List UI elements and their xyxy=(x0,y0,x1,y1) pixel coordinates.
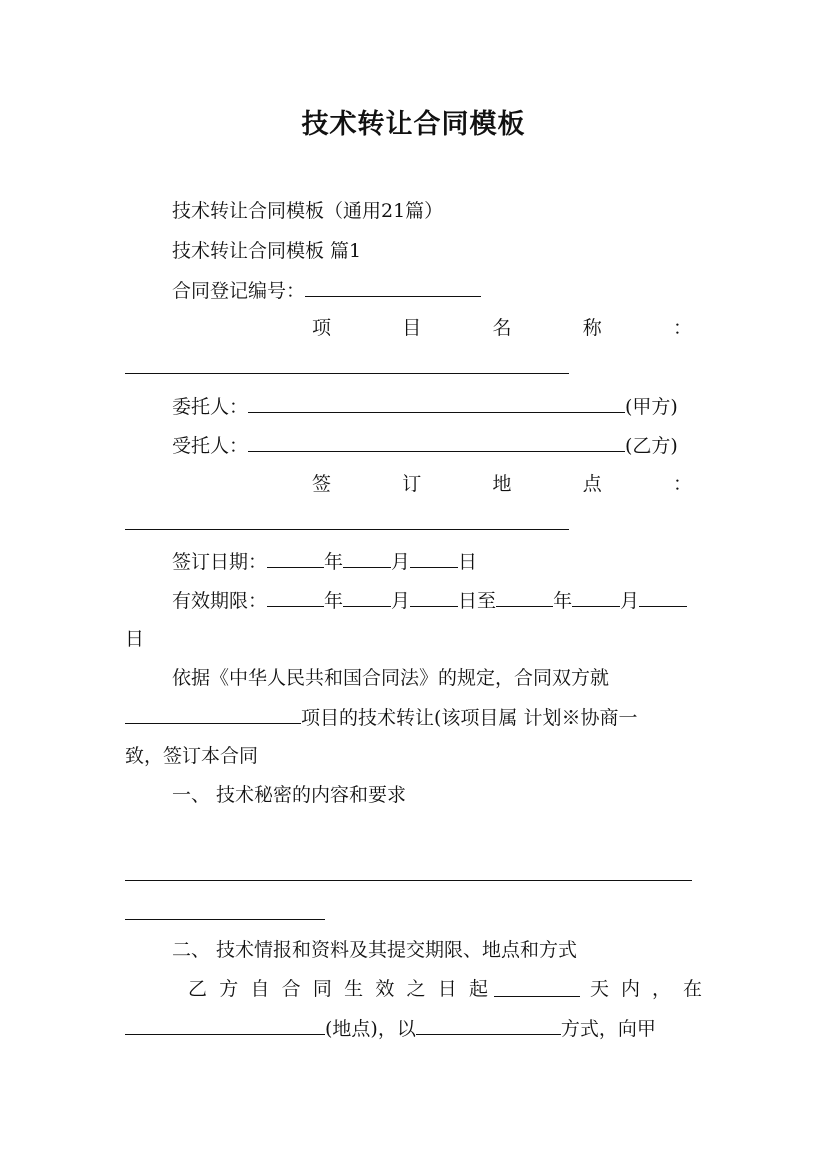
project-name-label: 项 目 名 称 ： xyxy=(312,317,692,339)
project-blank[interactable] xyxy=(125,705,301,724)
client-suffix: (甲方) xyxy=(625,396,678,418)
document-title: 技术转让合同模板 xyxy=(301,109,526,140)
client-blank[interactable] xyxy=(248,394,625,413)
section-1-heading: 一、 技术秘密的内容和要求 xyxy=(172,784,407,806)
validity-label: 有效期限： xyxy=(172,590,268,612)
part-heading: 技术转让合同模板 篇1 xyxy=(172,240,362,262)
sign-year-blank[interactable] xyxy=(267,549,324,568)
start-day-blank[interactable] xyxy=(410,588,458,607)
end-month-blank[interactable] xyxy=(572,588,620,607)
sign-day-blank[interactable] xyxy=(410,549,458,568)
client-line xyxy=(172,394,678,419)
registration-blank[interactable] xyxy=(305,278,481,297)
registration-label: 合同登记编号： xyxy=(172,280,306,302)
delivery-text-b: 天 内 ， 在 xyxy=(590,978,702,1000)
delivery-text-line2: (地点)，以 方式，向甲 xyxy=(125,1016,656,1041)
validity-end-day: 日 xyxy=(125,628,145,650)
basis-text-line3: 致，签订本合同 xyxy=(125,745,259,767)
sign-date-label: 签订日期： xyxy=(172,551,268,573)
trustee-label: 受托人： xyxy=(172,435,249,457)
start-month-blank[interactable] xyxy=(343,588,391,607)
method-blank[interactable] xyxy=(416,1016,561,1035)
sign-place-label: 签 订 地 点 ： xyxy=(312,473,692,495)
section-2-heading: 二、 技术情报和资料及其提交期限、地点和方式 xyxy=(172,939,578,961)
sign-place-blank[interactable] xyxy=(125,529,569,530)
subtitle: 技术转让合同模板（通用21篇） xyxy=(172,200,444,222)
place-blank[interactable] xyxy=(125,1016,325,1035)
trustee-line xyxy=(172,433,678,458)
registration-line xyxy=(172,278,481,303)
trustee-blank[interactable] xyxy=(248,433,625,452)
client-label: 委托人： xyxy=(172,396,249,418)
sign-month-blank[interactable] xyxy=(343,549,391,568)
trustee-suffix: (乙方) xyxy=(625,435,678,457)
sign-date-line: 签订日期： 年 月 日 xyxy=(172,551,478,573)
project-name-blank[interactable] xyxy=(125,373,569,374)
delivery-text-a: 乙 方 自 合 同 生 效 之 日 起 xyxy=(188,978,488,1000)
days-blank[interactable] xyxy=(494,996,580,997)
start-year-blank[interactable] xyxy=(267,588,324,607)
basis-text-line2: 项目的技术转让(该项目属 计划※协商一 xyxy=(125,705,637,730)
validity-line: 有效期限： 年 月 日至 年 月 xyxy=(172,588,687,613)
section-1-blank-1[interactable] xyxy=(125,880,692,881)
section-1-blank-2[interactable] xyxy=(125,919,325,920)
end-day-blank[interactable] xyxy=(639,588,687,607)
basis-text-line1: 依据《中华人民共和国合同法》的规定，合同双方就 xyxy=(172,667,610,689)
end-year-blank[interactable] xyxy=(496,588,553,607)
